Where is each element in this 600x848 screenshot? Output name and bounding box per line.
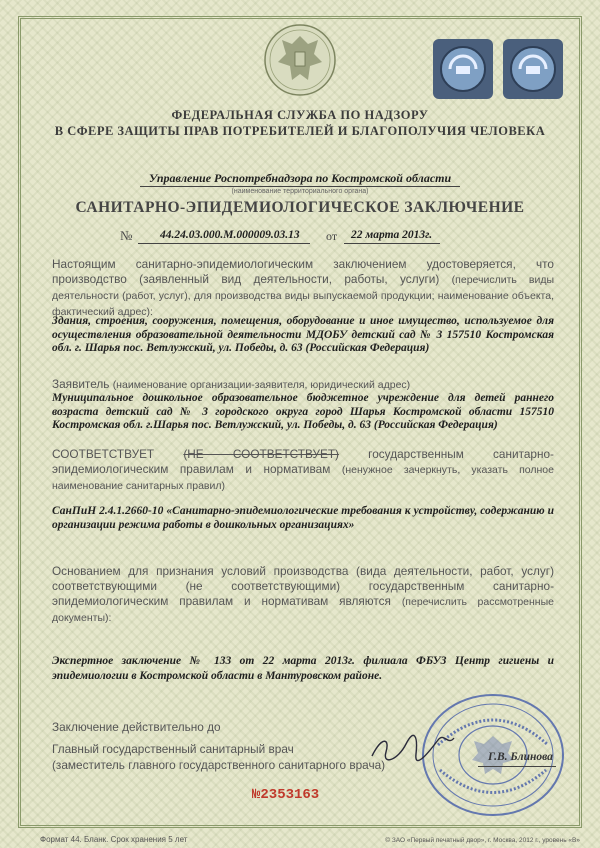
hologram-icon (432, 38, 494, 100)
basis-hint: (перечислить рассмотренные документы): (52, 596, 554, 624)
signer-role: Главный государственный санитарный врач (52, 742, 294, 756)
footer-format: Формат 44. Бланк. Срок хранения 5 лет (40, 835, 188, 844)
signer-name: Г.В. Блинова (488, 751, 553, 763)
hologram-icon (502, 38, 564, 100)
applicant-label: Заявитель (52, 377, 110, 391)
signer-role-deputy: (заместитель главного государственного санитарного врача) (52, 758, 386, 772)
basis-text: Основанием для признания условий производства (вида деятельности, работ, услуг) соответствующими (не соответствующими) государственным санитарно-эпидемиологическим правилам и нормативам являются (52, 564, 554, 608)
document-title: САНИТАРНО-ЭПИДЕМИОЛОГИЧЕСКОЕ ЗАКЛЮЧЕНИЕ (75, 199, 525, 216)
applicant-row (52, 377, 554, 391)
agency-name-line2: В СФЕРЕ ЗАЩИТЫ ПРАВ ПОТРЕБИТЕЛЕЙ И БЛАГОПОЛУЧИЯ ЧЕЛОВЕКА (54, 124, 546, 138)
certificate-number: 44.24.03.000.М.000009.03.13 (160, 229, 300, 241)
not-complies-label: (НЕ СООТВЕТСТВУЕТ) (183, 447, 339, 461)
conformity-rest: государственным санитарно-эпидемиологическим правилам и нормативам (52, 447, 554, 476)
sanpin-reference: СанПиН 2.4.1.2660-10 «Санитарно-эпидемиологические требования к устройству, содержанию и организации режима работы в дошкольных организациях» (52, 505, 554, 531)
agency-name-line1: ФЕДЕРАЛЬНАЯ СЛУЖБА ПО НАДЗОРУ (171, 108, 429, 122)
serial-number: №2353163 (252, 787, 320, 803)
office-underline (140, 186, 460, 187)
conformity-hint: (ненужное зачеркнуть, указать полное наименование санитарных правил) (52, 464, 554, 492)
intro-text: Настоящим санитарно-эпидемиологическим заключением удостоверяется, что производство (заявленный вид деятельности, работы, услуги) (52, 257, 554, 286)
territorial-office: Управление Роспотребнадзора по Костромской области (148, 171, 452, 185)
certificate-date: 22 марта 2013г. (351, 229, 433, 241)
basis-paragraph (52, 564, 554, 626)
expert-conclusion: Экспертное заключение № 133 от 22 марта 2013г. филиала ФБУЗ Центр гигиены и эпидемиологии в Костромской области в Мантуровском районе. (52, 655, 554, 682)
applicant-description: Муниципальное дошкольное образовательное бюджетное учреждение для детей раннего возраста детский сад № 3 городского округа город Шарья Костромской области 157510 Костромская обл. г.Шарья пос. Ветлужский, ул. Победы, д. 63 (Российская Федерация) (52, 392, 554, 431)
signer-name-underline (478, 766, 556, 767)
office-caption: (наименование территориального органа) (231, 188, 369, 195)
date-label: от (326, 229, 338, 243)
footer-printer: © ЗАО «Первый печатный двор», г. Москва, 2012 г., уровень «В» (385, 837, 580, 844)
intro-paragraph (52, 257, 554, 320)
number-label: № (120, 228, 133, 243)
applicant-hint: (наименование организации-заявителя, юридический адрес) (112, 379, 411, 391)
object-description: Здания, строения, сооружения, помещения, оборудование и иное имущество, используемое для осуществления образовательной деятельности МДОБУ детский сад № 3 157510 Костромская обл. г. Шарья пос. Ветлужский, ул. Победы, д. 63 (Российская Федерация) (52, 315, 554, 354)
complies-label: СООТВЕТСТВУЕТ (52, 447, 155, 461)
state-emblem-icon (262, 22, 338, 98)
signature-scribble-icon (368, 730, 458, 766)
validity-label: Заключение действительно до (52, 720, 221, 734)
number-underline (138, 243, 310, 244)
date-underline (344, 243, 440, 244)
conformity-statement (52, 447, 554, 494)
intro-hint: (перечислить виды деятельности (работ, услуг), для производства виды выпускаемой продукции; наименование объекта, фактический адрес): (52, 274, 554, 318)
